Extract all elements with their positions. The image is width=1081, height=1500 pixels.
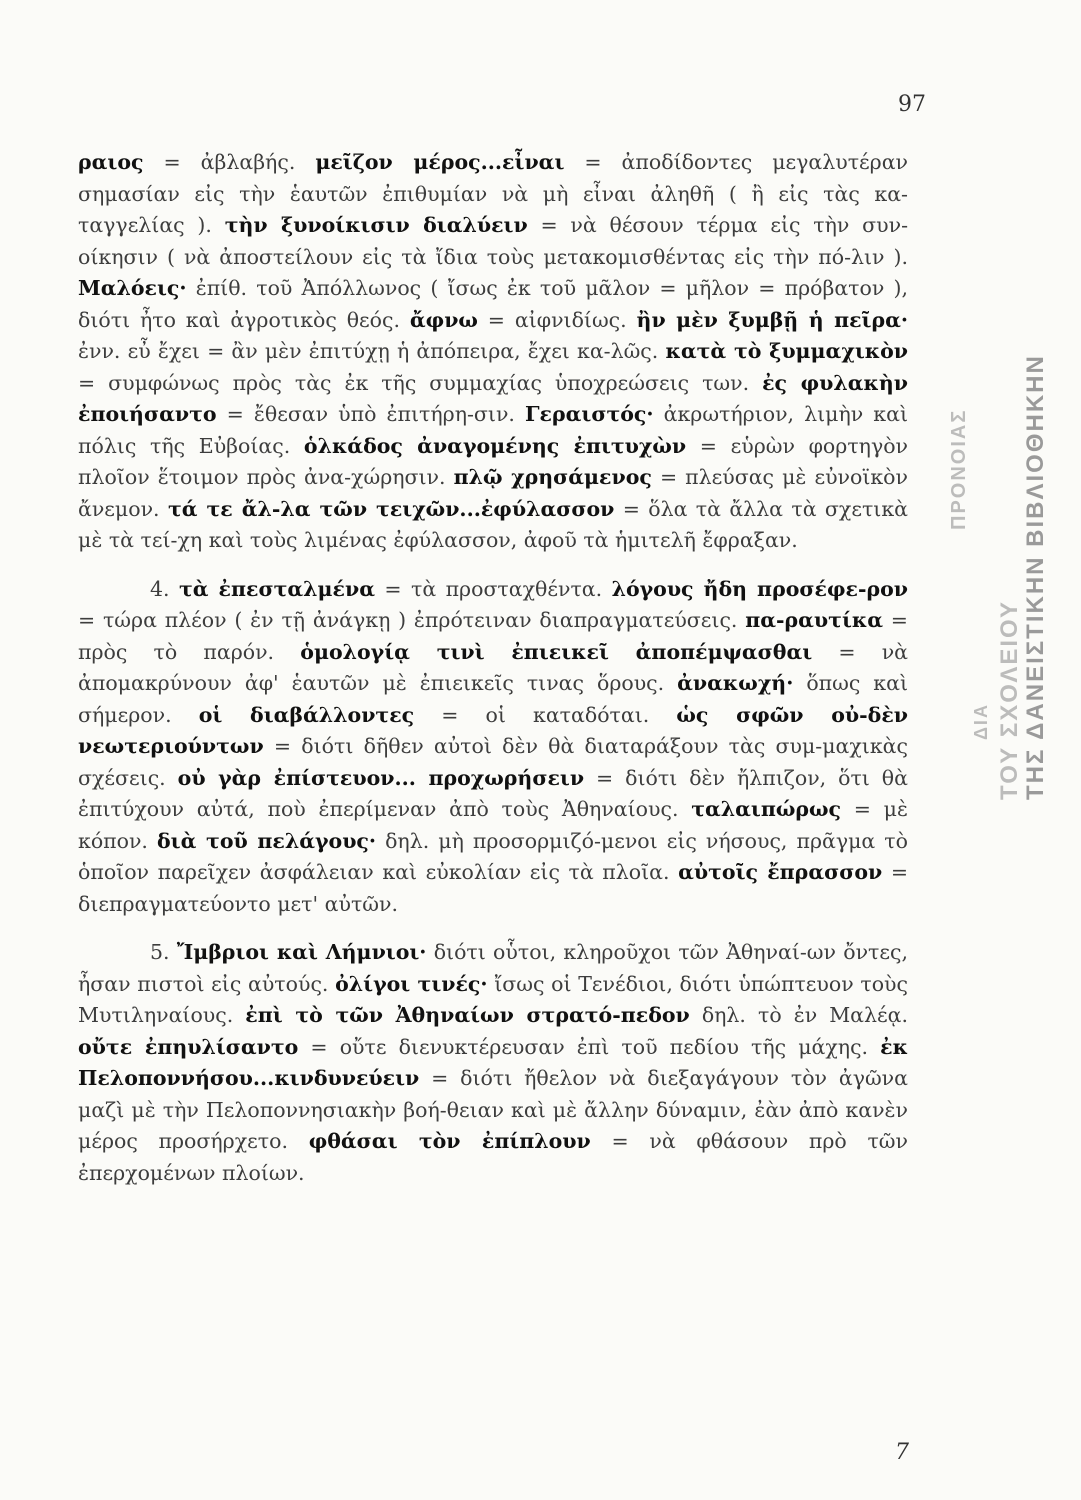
lemma-term: ἐπὶ τὸ τῶν Ἀθηναίων στρατό-πεδον [245,1003,690,1027]
lemma-term: τὴν ξυνοίκισιν διαλύειν [224,213,528,237]
lemma-term: Γεραιστός· [525,402,654,426]
gloss-text: = διεπραγματεύοντο μετ' αὐτῶν. [78,860,908,916]
gloss-text: = ἀβλαβής. [143,150,316,174]
gloss-text: = τώρα πλέον ( ἐν τῇ ἀνάγκῃ ) ἐπρότειναν διαπραγματεύσεις. [78,608,746,632]
lemma-term: ὀλίγοι τινές· [335,971,488,996]
library-stamp [925,300,1075,820]
lemma-term: ὡς σφῶν οὐ-δὲν νεωτεριούντων [78,702,909,758]
library-stamp-graphic [925,300,1075,820]
gloss-text: ἐπίθ. τοῦ Ἀπόλλωνος ( ἴσως ἐκ τοῦ μᾶλον = μῆλον = πρόβατον ), διότι ἦτο καὶ ἀγροτικὸς θεός. [78,276,908,332]
gloss-text: = πλεύσας μὲ εὐνοϊκὸν ἄνεμον. [78,465,908,521]
paragraph [78,147,908,557]
gloss-text: δηλ. τὸ ἐν Μαλέᾳ. [689,1003,908,1027]
lemma-term: διὰ τοῦ πελάγους· [157,828,377,853]
gloss-text: = νὰ φθάσουν πρὸ τῶν ἐπερχομένων πλοίων. [78,1129,908,1185]
lemma-term: ἐκ Πελοποννήσου...κινδυνεύειν [78,1034,908,1090]
gloss-text: = οὔτε διενυκτέρευσαν ἐπὶ τοῦ πεδίου τῆς μάχης. [298,1034,881,1059]
lemma-term: κατὰ τὸ ξυμμαχικὸν [665,339,908,363]
gloss-text: = συμφώνως πρὸς τὰς ἐκ τῆς συμμαχίας ὑποχρεώσεις των. [78,370,763,395]
lemma-term: τὰ ἐπεσταλμένα [178,576,376,601]
gloss-text: = διότι δὲν ἤλπιζον, ὅτι θὰ ἐπιτύχουν αὐτά, ποὺ ἐπερίμεναν ἀπὸ τοὺς Ἀθηναίους. [78,765,908,821]
lemma-term: μεῖζον μέρος...εἶναι [315,150,565,174]
lemma-term: λόγους ἤδη προσέφε-ρον [611,576,908,601]
lemma-term: Ἴμβριοι καὶ Λήμνιοι· [176,940,427,964]
gloss-text: δηλ. μὴ προσορμιζό-μενοι εἰς νήσους, πρᾶγμα τὸ ὁποῖον παρεῖχεν ἀσφάλειαν καὶ εὐκολίαν εἰς τὰ πλοῖα. [78,828,908,884]
gloss-text: = αἰφνιδίως. [477,307,637,332]
lemma-term: οὐ γὰρ ἐπίστευον... προχωρήσειν [177,765,585,790]
lemma-term: αὐτοῖς ἔπρασσον [678,860,883,884]
lemma-term: ἐς φυλακὴν ἐποιήσαντο [78,370,908,426]
paragraph [78,937,908,1189]
gloss-text: = νὰ θέσουν τέρμα εἰς τὴν συν-οίκησιν ( νὰ ἀποστείλουν εἰς τὰ ἴδια τοὺς μετακομισθέντας εἰς τὴν πό-λιν ). [78,213,908,269]
stamp-line: ΠΡΟΝΟΙΑΣ [948,408,970,530]
gloss-text: ἀκρωτήριον, λιμὴν καὶ πόλις τῆς Εὐβοίας. [78,402,908,458]
gloss-text: = διότι ἤθελον νὰ διεξαγάγουν τὸν ἀγῶνα μαζὶ μὲ τὴν Πελοποννησιακὴν βοή-θειαν καὶ μὲ ἄλλην δύναμιν, ἐὰν ἀπὸ κανὲν μέρος προσήρχετο. [78,1066,908,1153]
gloss-text: 4. [150,576,179,601]
lemma-term: ταλαιπώρως [691,797,842,821]
gloss-text: = διότι δῆθεν αὐτοὶ δὲν θὰ διαταράξουν τὰς συμ-μαχικὰς σχέσεις. [78,734,908,790]
gloss-text: = ἀποδίδοντες μεγαλυτέραν σημασίαν εἰς τὴν ἑαυτῶν ἐπιθυμίαν νὰ μὴ εἶναι ἀληθῆ ( ἢ εἰς τὰς κα-ταγγελίας ). [78,150,909,237]
gloss-text: ἐνν. εὖ ἔχει = ἂν μὲν ἐπιτύχῃ ἡ ἀπόπειρα, ἔχει κα-λῶς. [78,339,666,363]
gloss-text: ἴσως οἱ Τενέδιοι, διότι ὑπώπτευον τοὺς Μυτιληναίους. [78,971,908,1027]
lemma-term: φθάσαι τὸν ἐπίπλουν [308,1129,591,1153]
gloss-text: = ἔθεσαν ὑπὸ ἐπιτήρη-σιν. [216,402,525,426]
lemma-term: πλῷ χρησάμενος [453,465,652,489]
gloss-text: ὅπως καὶ σήμερον. [78,671,908,727]
page-number: 97 [898,92,926,117]
lemma-term: τά τε ἄλ-λα τῶν τειχῶν...ἐφύλασσον [167,496,615,521]
gloss-text: = μὲ κόπον. [78,797,908,853]
gloss-text: = τὰ προσταχθέντα. [375,576,612,601]
gloss-text: 5. [150,940,177,964]
commentary-text [78,147,908,1189]
lemma-term: οὔτε ἐπηυλίσαντο [78,1034,299,1059]
stamp-line: ΤΗΣ ΔΑΝΕΙΣΤΙΚΗΝ ΒΙΒΛΙΟΘΗΚΗΝ [1022,354,1049,800]
gloss-text: = εὑρὼν φορτηγὸν πλοῖον ἕτοιμον πρὸς ἀνα-χώρησιν. [78,433,909,489]
signature-mark: 7 [895,1440,909,1465]
lemma-term: ὁμολογίᾳ τινὶ ἐπιεικεῖ ἀποπέμψασθαι [300,639,813,664]
gloss-text: = νὰ ἀπομακρύνουν ἀφ' ἑαυτῶν μὲ ἐπιεικεῖς τινας ὅρους. [78,639,908,695]
lemma-term: Μαλόεις· [78,276,187,300]
gloss-text: = ὅλα τὰ ἄλλα τὰ σχετικὰ μὲ τὰ τεί-χη καὶ τοὺς λιμένας ἐφύλασσον, ἀφοῦ τὰ ἡμιτελῆ ἔφραξαν. [78,496,908,552]
paragraph [78,574,908,921]
gloss-text: = οἱ καταδόται. [414,702,677,727]
lemma-term: πα-ραυτίκα [745,608,884,632]
stamp-line: ΤΟΥ ΣΧΟΛΕΙΟΥ [996,599,1023,800]
lemma-term: ἄφνω [409,307,478,332]
lemma-term: ὁλκάδος ἀναγομένης ἐπιτυχὼν [303,433,687,458]
lemma-term: οἱ διαβάλλοντες [198,702,415,727]
stamp-line: ΔΙΑ [971,703,991,740]
gloss-text: = πρὸς τὸ παρόν. [78,608,908,664]
lemma-term: ἢν μὲν ξυμβῇ ἡ πεῖρα· [636,307,909,332]
lemma-term: ἀνακωχή· [677,671,794,695]
gloss-text: διότι οὗτοι, κληροῦχοι τῶν Ἀθηναί-ων ὄντες, ἦσαν πιστοὶ εἰς αὐτούς. [78,940,908,996]
lemma-term: ραιος [78,150,144,174]
